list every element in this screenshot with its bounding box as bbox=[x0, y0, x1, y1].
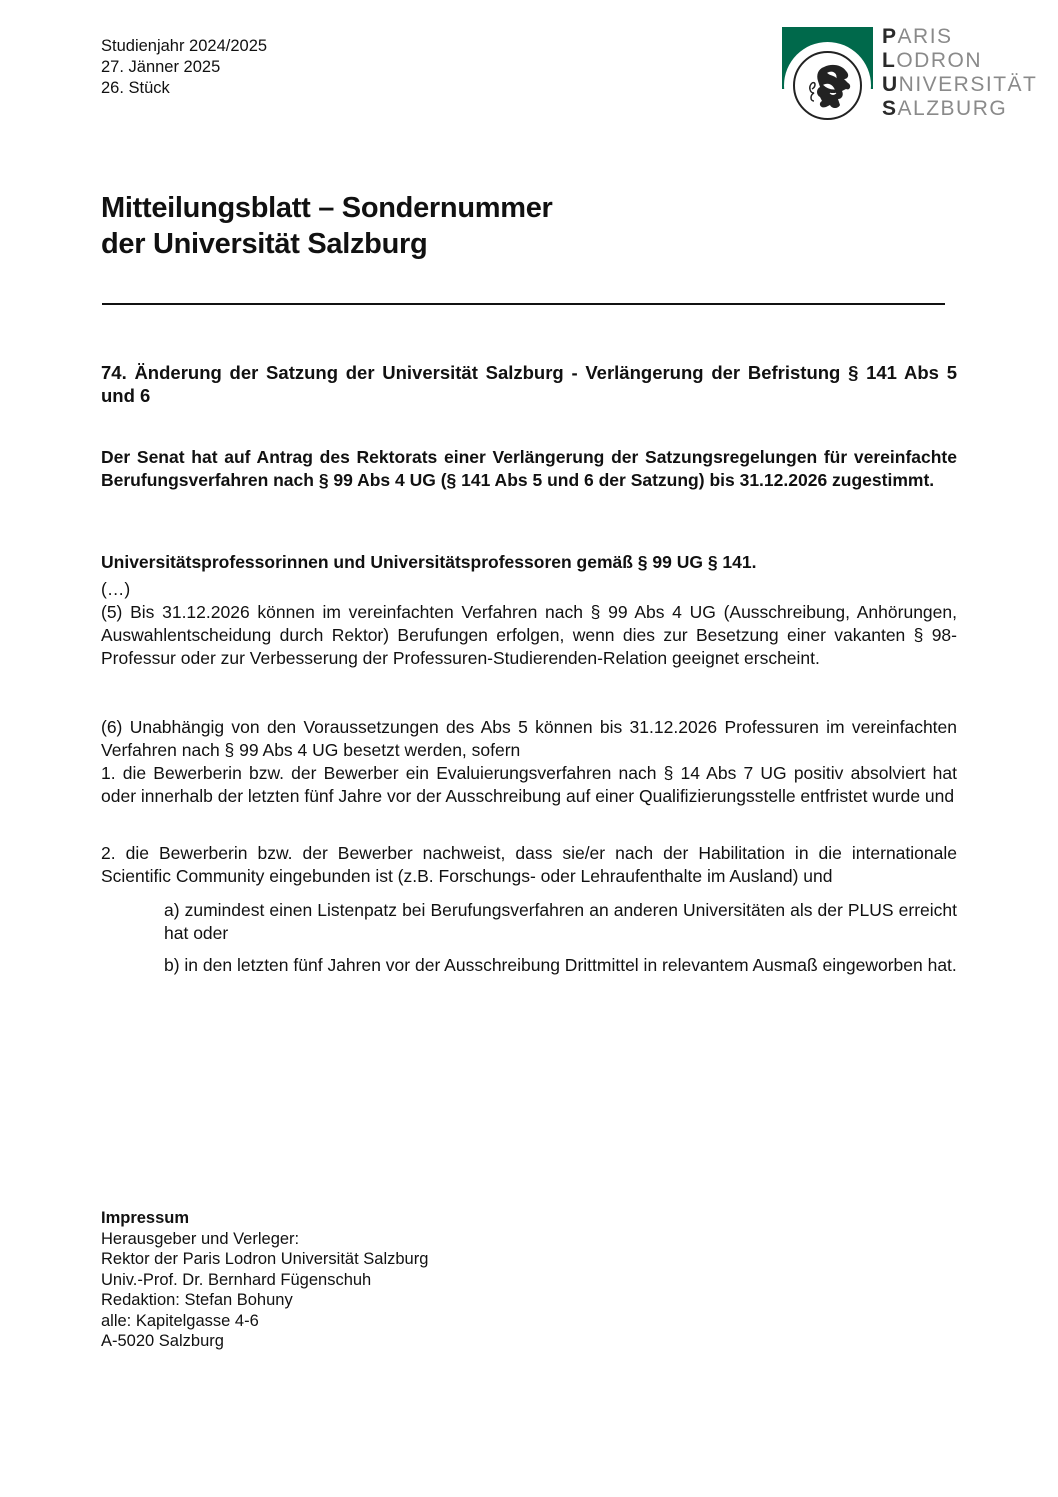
title-divider bbox=[102, 303, 945, 305]
page-title: Mitteilungsblatt – Sondernummer der Universität Salzburg bbox=[101, 192, 553, 260]
paragraph-6: (6) Unabhängig von den Voraussetzungen des Abs 5 können bis 31.12.2026 Professuren im vereinfachten Verfahren nach § 99 Abs 4 UG besetzt werden, sofern bbox=[101, 717, 957, 760]
impressum-line: alle: Kapitelgasse 4-6 bbox=[101, 1311, 259, 1330]
impressum-line: Redaktion: Stefan Bohuny bbox=[101, 1291, 293, 1309]
section-heading: Universitätsprofessorinnen und Universitätsprofessoren gemäß § 99 UG § 141. bbox=[101, 552, 757, 572]
impressum bbox=[101, 1208, 428, 1352]
impressum-line: Herausgeber und Verleger: bbox=[101, 1229, 300, 1248]
logo-line: LODRON bbox=[882, 49, 982, 72]
academic-year: Studienjahr 2024/2025 bbox=[101, 37, 268, 55]
lion-seal-icon bbox=[784, 42, 871, 129]
paragraph-6-item-1: 1. die Bewerberin bzw. der Bewerber ein Evaluierungsverfahren nach § 14 Abs 7 UG positiv absolviert hat oder innerhalb der letzten fünf Jahre vor der Ausschreibung auf einer Qualifizierungsstelle entfristet wurde und bbox=[101, 763, 957, 806]
university-logo bbox=[782, 27, 1042, 137]
paragraph-6-item-2: 2. die Bewerberin bzw. der Bewerber nachweist, dass sie/er nach der Habilitation in die internationale Scientific Community eingebunden ist (z.B. Forschungs- oder Lehraufenthalte im Ausland) und bbox=[101, 843, 957, 886]
paragraph-5: (5) Bis 31.12.2026 können im vereinfachten Verfahren nach § 99 Abs 4 UG (Ausschreibung, Anhörungen, Auswahlentscheidung durch Rektor) Berufungen erfolgen, wenn dies zur Besetzung einer vakanten § 98-Professur oder zur Verbesserung der Professuren-Studierenden-Relation geeignet erscheint. bbox=[101, 602, 957, 668]
header-meta bbox=[101, 36, 267, 99]
lion-icon bbox=[808, 63, 853, 111]
logo-wordmark bbox=[882, 25, 1037, 121]
impressum-line: Rektor der Paris Lodron Universität Salzburg bbox=[101, 1250, 429, 1268]
logo-line: SALZBURG bbox=[882, 97, 1008, 120]
issue-date: 27. Jänner 2025 bbox=[101, 58, 221, 76]
logo-line: UNIVERSITÄT bbox=[882, 73, 1038, 96]
amendment-heading: 74. Änderung der Satzung der Universität Salzburg - Verlängerung der Befristung § 141 Abs 5 und 6 bbox=[101, 362, 957, 406]
senate-decision: Der Senat hat auf Antrag des Rektorats einer Verlängerung der Satzungsregelungen für vereinfachte Berufungsverfahren nach § 99 Abs 4 UG (§ 141 Abs 5 und 6 der Satzung) bis 31.12.2026 zugestimmt. bbox=[101, 447, 957, 490]
paragraph-6-item-2a: a) zumindest einen Listenpatz bei Berufungsverfahren an anderen Universitäten als der PLUS erreicht hat oder bbox=[164, 900, 957, 943]
omission-marker: (…) bbox=[101, 579, 131, 599]
paragraph-6-item-2b: b) in den letzten fünf Jahren vor der Ausschreibung Drittmittel in relevantem Ausmaß eingeworben hat. bbox=[164, 955, 957, 975]
impressum-line: A-5020 Salzburg bbox=[101, 1332, 224, 1350]
logo-line: PARIS bbox=[882, 25, 953, 48]
impressum-heading: Impressum bbox=[101, 1209, 190, 1227]
impressum-line: Univ.-Prof. Dr. Bernhard Fügenschuh bbox=[101, 1270, 372, 1289]
issue-number: 26. Stück bbox=[101, 79, 170, 97]
